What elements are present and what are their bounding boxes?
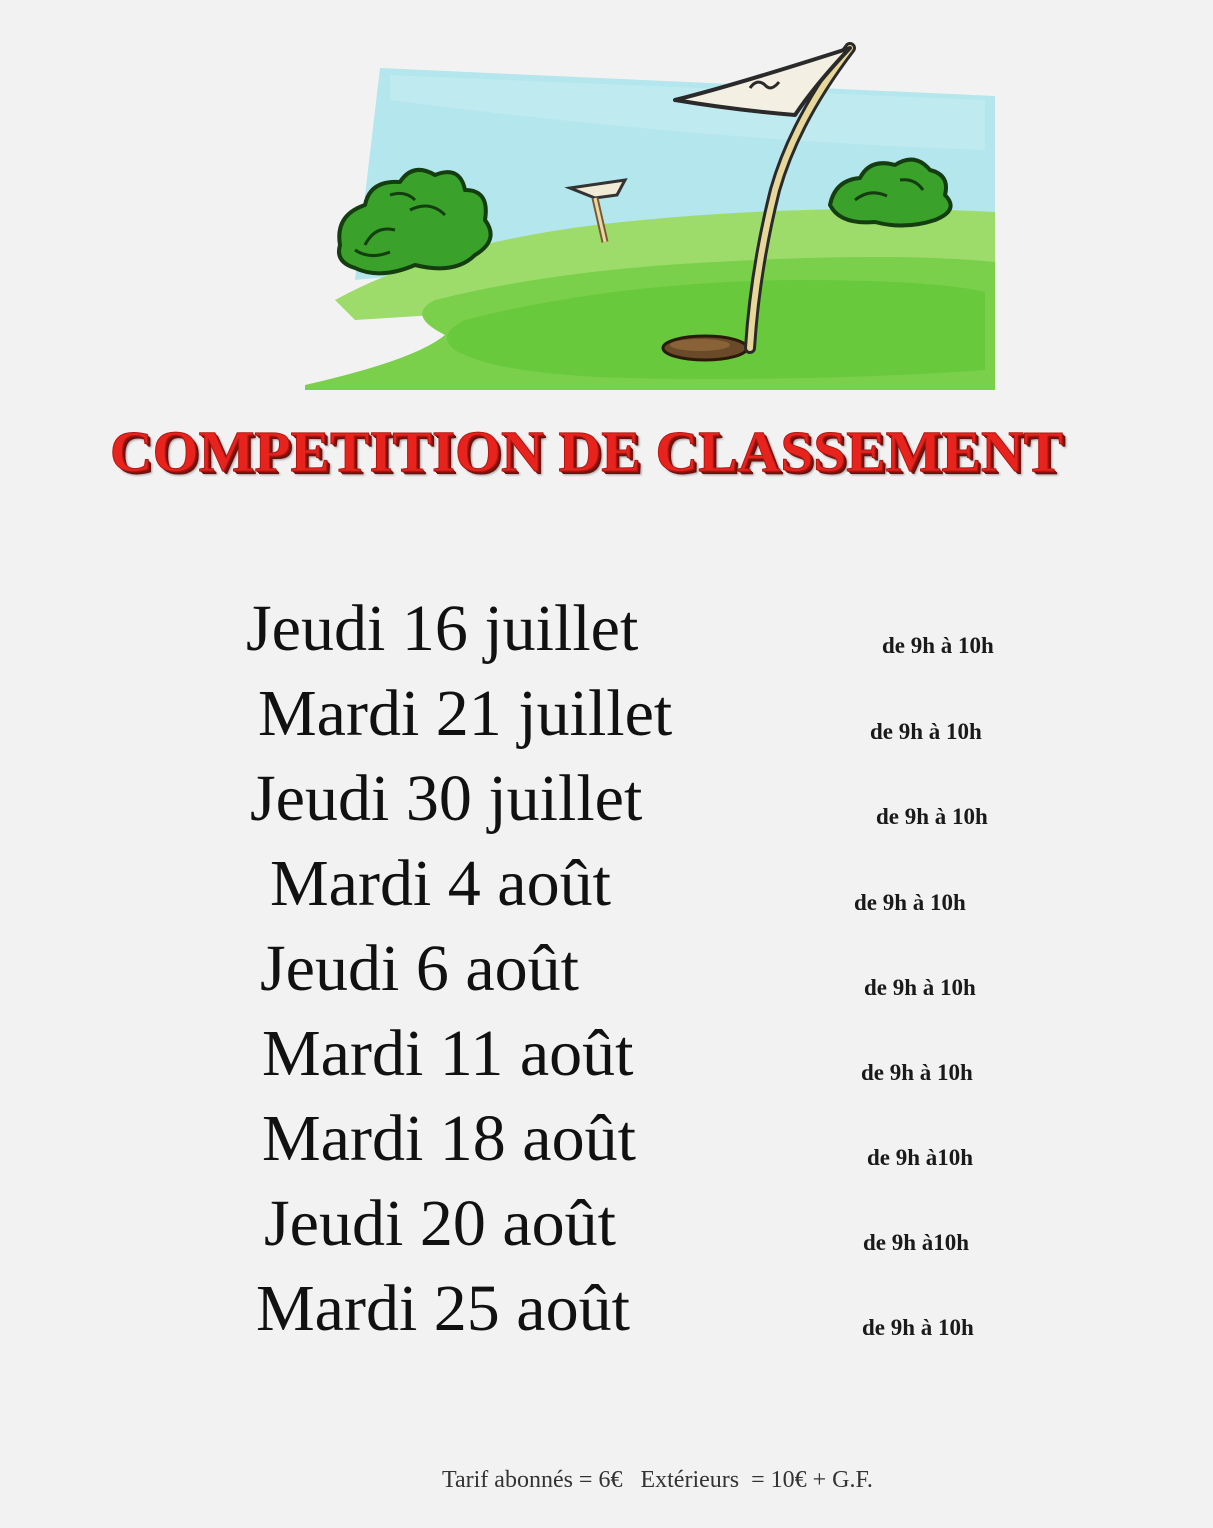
session-time: de 9h à10h [863, 1230, 970, 1255]
schedule-row [0, 847, 1213, 931]
session-day: Mardi 21 juillet [258, 677, 673, 750]
tarif-abonnes: Tarif abonnés = 6€ [442, 1467, 623, 1493]
session-day: Jeudi 6 août [260, 932, 579, 1005]
schedule-row [0, 1017, 1213, 1101]
session-day: Jeudi 16 juillet [246, 592, 639, 665]
session-day: Mardi 18 août [262, 1102, 636, 1175]
session-time: de 9h à10h [867, 1145, 974, 1170]
session-time: de 9h à 10h [854, 890, 966, 915]
golf-green-illustration [295, 30, 1005, 400]
session-day: Jeudi 30 juillet [250, 762, 643, 835]
session-time: de 9h à 10h [861, 1060, 973, 1085]
tarif-exterieurs: Extérieurs = 10€ + G.F. [640, 1467, 873, 1493]
session-day: Mardi 4 août [270, 847, 611, 920]
session-time: de 9h à 10h [862, 1315, 974, 1340]
schedule-row [0, 677, 1213, 761]
schedule-row [0, 592, 1213, 676]
schedule-row [0, 932, 1213, 1016]
session-day: Mardi 25 août [256, 1272, 630, 1345]
schedule-row [0, 1187, 1213, 1271]
schedule-row [0, 762, 1213, 846]
session-time: de 9h à 10h [882, 633, 994, 658]
session-time: de 9h à 10h [876, 804, 988, 829]
page-title: COMPETITION DE CLASSEMENT [109, 419, 1064, 484]
session-day: Mardi 11 août [262, 1017, 634, 1090]
schedule-row [0, 1102, 1213, 1186]
session-day: Jeudi 20 août [264, 1187, 616, 1260]
pricing-footer [442, 1467, 873, 1494]
session-time: de 9h à 10h [870, 719, 982, 744]
schedule-row [0, 1272, 1213, 1356]
session-time: de 9h à 10h [864, 975, 976, 1000]
